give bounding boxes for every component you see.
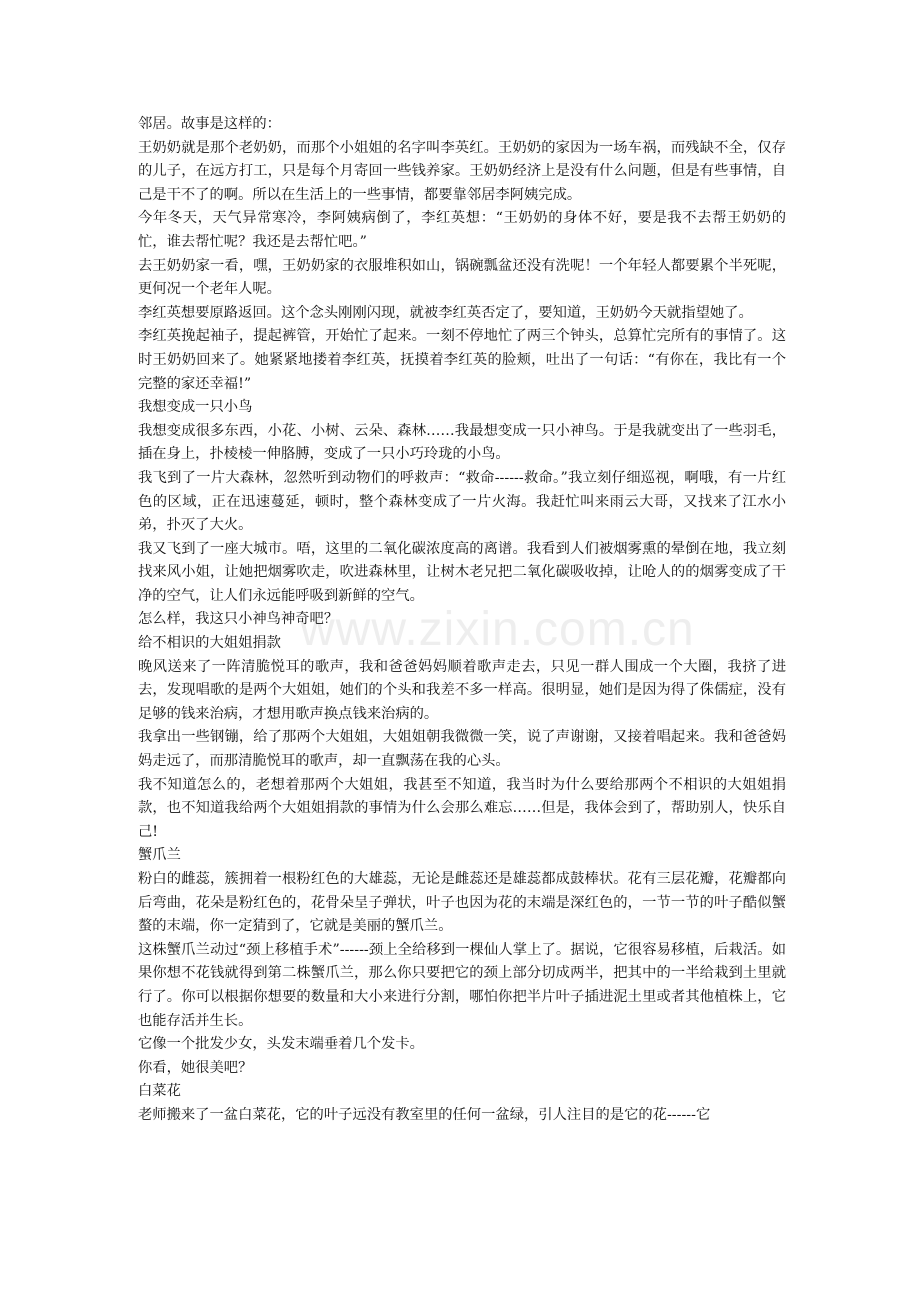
paragraph-3: 今年冬天，天气异常寒冷，李阿姨病倒了，李红英想：“王奶奶的身体不好，要是我不去帮王奶奶的忙，谁去帮忙呢？我还是去帮忙吧。”: [138, 210, 786, 250]
paragraph-18: 老师搬来了一盆白菜花，它的叶子远没有教室里的任何一盆绿，引人注目的是它的花------它: [138, 1106, 711, 1123]
paragraph-2: 王奶奶就是那个老奶奶，而那个小姐姐的名字叫李英红。王奶奶的家因为一场车祸，而残缺不全，仅存的儿子，在远方打工，只是每个月寄回一些钱养家。王奶奶经济上是没有什么问题，但是有些事情，自己是干不了的啊。所以在生活上的一些事情，都要靠邻居李阿姨完成。: [138, 139, 786, 203]
paragraph-14: 粉白的雌蕊，簇拥着一根粉红色的大雄蕊，无论是雌蕊还是雄蕊都成鼓棒状。花有三层花瓣，花瓣都向后弯曲，花朵是粉红色的，花骨朵呈子弹状，叶子也因为花的末端是深红色的，一节一节的叶子酷似蟹螯的末端，你一定猜到了，它就是美丽的蟹爪兰。: [138, 871, 786, 935]
section-heading-donation: 给不相识的大姐姐捐款: [138, 635, 281, 652]
section-heading-cabbage-flower: 白菜花: [138, 1083, 181, 1100]
paragraph-17: 你看，她很美吧？: [138, 1059, 253, 1076]
paragraph-11: 晚风送来了一阵清脆悦耳的歌声，我和爸爸妈妈顺着歌声走去，只见一群人围成一个大圈，我挤了进去，发现唱歌的是两个大姐姐，她们的个头和我差不多一样高。很明显，她们是因为得了侏儒症，没有足够的钱来治病，才想用歌声换点钱来治病的。: [138, 658, 786, 722]
paragraph-10: 怎么样，我这只小神鸟神奇吧？: [138, 611, 339, 628]
paragraph-12: 我拿出一些钢镚，给了那两个大姐姐，大姐姐朝我微微一笑，说了声谢谢，又接着唱起来。我和爸爸妈妈走远了，而那清脆悦耳的歌声，却一直飘荡在我的心头。: [138, 729, 786, 770]
paragraph-13: 我不知道怎么的，老想着那两个大姐姐，我甚至不知道，我当时为什么要给那两个不相识的大姐姐捐款，也不知道我给两个大姐姐捐款的事情为什么会那么难忘……但是，我体会到了，帮助别人，快乐自己!: [138, 776, 786, 840]
section-heading-crab-cactus: 蟹爪兰: [138, 847, 181, 864]
paragraph-1: 邻居。故事是这样的：: [138, 116, 281, 132]
paragraph-7: 我想变成很多东西，小花、小树、云朵、森林……我最想变成一只小神鸟。于是我就变出了一些羽毛，插在身上，扑棱棱一伸胳膊，变成了一只小巧玲珑的小鸟。: [138, 422, 786, 463]
paragraph-16: 它像一个批发少女，头发末端垂着几个发卡。: [138, 1036, 424, 1053]
paragraph-15: 这株蟹爪兰动过“颈上移植手术”------颈上全给移到一棵仙人掌上了。据说，它很容易移植，后栽活。如果你想不花钱就得到第二株蟹爪兰，那么你只要把它的颈上部分切成两半，把其中的一半给栽到土里就行了。你可以根据你想要的数量和大小来进行分割，哪怕你把半片叶子插进泥土里或者其他植株上，它也能存活并生长。: [138, 941, 786, 1029]
document-body: [138, 113, 786, 1128]
paragraph-6: 李红英挽起袖子，提起裤管，开始忙了起来。一刻不停地忙了两三个钟头，总算忙完所有的事情了。这时王奶奶回来了。她紧紧地搂着李红英，抚摸着李红英的脸颊，吐出了一句话：“有你在，我比有一个完整的家还幸福!”: [138, 328, 786, 392]
paragraph-8: 我飞到了一片大森林，忽然听到动物们的呼救声：“救命------救命。”我立刻仔细巡视，啊哦，有一片红色的区域，正在迅速蔓延，顿时，整个森林变成了一片火海。我赶忙叫来雨云大哥，又找来了江水小弟，扑灭了大火。: [138, 469, 786, 534]
paragraph-4: 去王奶奶家一看，嘿，王奶奶家的衣服堆积如山，锅碗瓢盆还没有洗呢！一个年轻人都要累个半死呢，更何况一个老年人呢。: [138, 257, 786, 298]
watermark-text: www.zixin.com.cn: [300, 603, 695, 656]
paragraph-5: 李红英想要原路返回。这个念头刚刚闪现，就被李红英否定了，要知道，王奶奶今天就指望她了。: [138, 304, 753, 321]
paragraph-9: 我又飞到了一座大城市。唔，这里的二氧化碳浓度高的离谱。我看到人们被烟雾熏的晕倒在地，我立刻找来风小姐，让她把烟雾吹走，吹进森林里，让树木老兄把二氧化碳吸收掉，让呛人的的烟雾变成了干净的空气，让人们永远能呼吸到新鲜的空气。: [138, 540, 786, 604]
section-heading-bird: 我想变成一只小鸟: [138, 399, 253, 416]
